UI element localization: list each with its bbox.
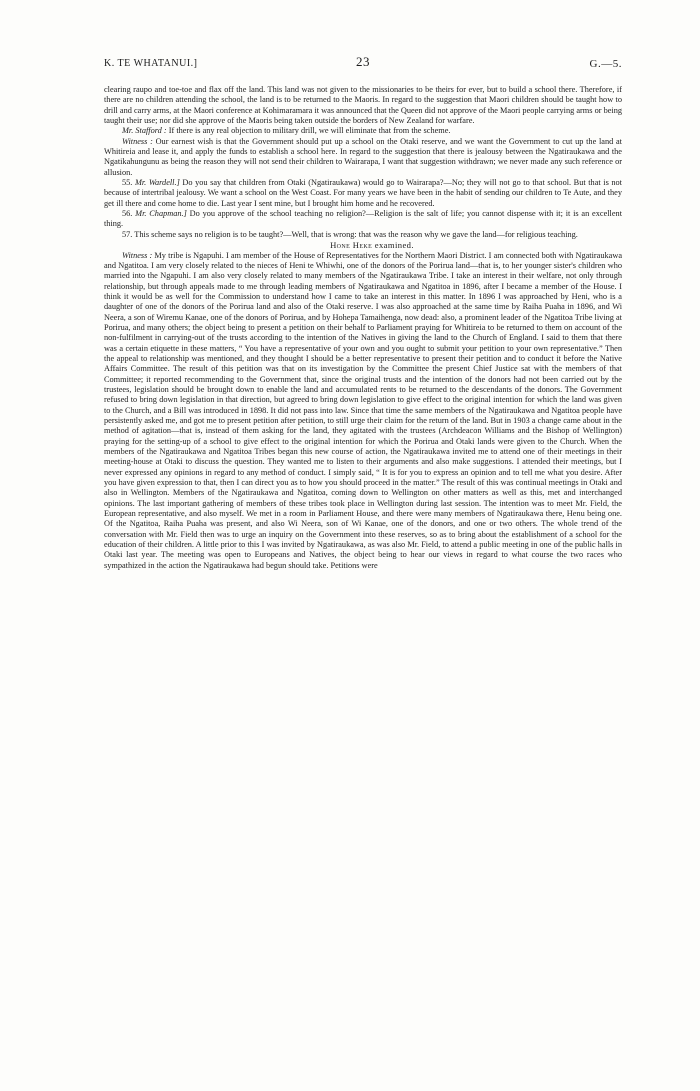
speaker-name: Mr. Stafford : bbox=[122, 126, 167, 136]
paragraph-text: Our earnest wish is that the Government should put up a school on the Otaki reserve, and we want the Government to cut up the land at Whitireia and lease it, and apply the funds to establish a school here. In regard to the suggestion that there is jealousy between the Ngatiraukawa and the Ngatikahungunu as being the reason they will not send their children to Wairarapa, I want that suggestion withdrawn; we never made any such reference or allusion. bbox=[104, 136, 622, 177]
running-head bbox=[104, 54, 622, 76]
question-paragraph bbox=[104, 178, 622, 209]
paragraph-text: This scheme says no religion is to be taught?—Well, that is wrong: that was the reason why we gave the land—for religious teaching. bbox=[134, 229, 578, 239]
heading-suffix: examined. bbox=[372, 240, 414, 251]
paragraph bbox=[104, 126, 622, 136]
question-number: 56. bbox=[122, 209, 136, 219]
document-page bbox=[104, 54, 622, 571]
speaker-name: Mr. Wardell.] bbox=[134, 178, 180, 188]
speaker-name: Witness : bbox=[122, 136, 153, 146]
document-reference: G.—5. bbox=[589, 58, 622, 70]
document-body bbox=[104, 85, 622, 571]
paragraph-text: Do you approve of the school teaching no religion?—Religion is the salt of life; you cannot dispense with it; it is an excellent thing. bbox=[104, 209, 623, 229]
section-heading bbox=[104, 240, 622, 250]
question-number: 55. bbox=[122, 178, 135, 188]
question-number: 57. bbox=[122, 229, 135, 239]
paragraph-text: clearing raupo and toe-toe and flax off the land. This land was not given to the missionaries to be theirs for ever, but to build a school there. Therefore, if there are no children attending the school, the land is to be returned to the Maoris. In regard to the suggestion that Maori children should be taught how to drill and carry arms, at the Maori conference at Kohimaramara it was announced that the Queen did not approve of the Maori people carrying arms or being taught their use; nor did she approve of the Maoris being taken outside the borders of New Zealand for warfare. bbox=[104, 85, 622, 126]
paragraph-text: Do you say that children from Otaki (Ngatiraukawa) would go to Wairarapa?—No; they will not go to that school. But that is not because of intertribal jealousy. We want a school on the West Coast. For many years we have been in the habit of sending our children to Te Aute, and they get ill there and come home to die. Last year I sent mine, but I brought him home and he recovered. bbox=[104, 178, 622, 208]
paragraph-text: If there is any real objection to military drill, we will eliminate that from the scheme. bbox=[166, 126, 451, 136]
paragraph bbox=[104, 251, 622, 572]
paragraph bbox=[104, 137, 622, 178]
question-paragraph bbox=[104, 209, 622, 230]
witness-name: Hone Heke bbox=[330, 240, 373, 251]
speaker-name: Witness : bbox=[122, 250, 153, 260]
speaker-name: Mr. Chapman.] bbox=[135, 209, 187, 219]
running-head-left: K. TE WHATANUI.] bbox=[104, 58, 198, 69]
question-paragraph bbox=[104, 230, 622, 240]
page-number: 23 bbox=[356, 54, 370, 69]
paragraph-text: My tribe is Ngapuhi. I am member of the House of Representatives for the Northern Maori District. I am connected both with Ngatiraukawa and Ngatitoa. I am very closely related to the nieces of Heni te Whiwhi, one of the donors of the Porirua land—that is, to her younger sister's children who married into the Ngapuhi. I am also very closely related to many members of the Ngatiraukawa Tribe. I take an interest in their welfare, not only through relationship, but through appeals made to me through leading members of Ngatiraukawa and Ngatitoa in 1896, after I became a member of the House. I think it would be as well for the Commission to understand how I came to take an interest in this matter. In 1896 I was approached by Heni, who is a daughter of one of the donors of the Porirua land and also of the Otaki reserve. I was also approached at the same time by Raiha Puaha in 1896, and Wi Neera, a son of Wiremu Kanae, one of the donors of Porirua, and by Hohepa Tamaihenga, now dead: also, a prominent leader of the Ngatitoa Tribe living at Porirua, and many others; the object being to present a petition on their behalf to Parliament praying for Whitireia to be returned to them on account of the non-fulfilment in carrying-out of the trusts according to the intention of the Natives in giving the land to the Church of England. I said to them that there was a certain etiquette in these matters, “ You have a representative of your own and you ought to submit your petition to your own representative.” Then the appeal to relationship was mentioned, and they thought I should be a better representative to present their petition and to conduct it before the Native Affairs Committee. The result of this petition was that on its investigation by the Committee the present Chief Justice sat with the members of that Committee; it reported recommending to the Government that, since the original trusts and the intention of the donors had not been carried out by the trustees, legislation should be brought down to enable the land and accumulated rents to be returned to the descendants of the donors. The Government refused to bring down legislation in that direction, but agreed to bring down legislation to give effect to the original intention for which the land was given to the Church, and a Bill was introduced in 1898. It did not pass into law. Since that time the same members of the Ngatiraukawa and Ngatitoa people have persistently asked me, and got me to present petition after petition, to still urge their claim for the return of the land. But in 1903 a change came about in the method of agitation—that is, instead of them asking for the land, they agitated with the trustees (Archdeacon Williams and the Bishop of Wellington) praying for the setting-up of a school to give effect to the original intention for which the Porirua and Otaki lands were given to the Church. When the members of the Ngatiraukawa and Ngatitoa Tribes began this new course of action, the Ngatiraukawa invited me to attend one of their meetings in their meeting-house at Otaki to discuss the question. They wanted me to listen to their arguments and also make suggestions. I attended their meetings, but I never expressed any opinions in regard to any method of conduct. I simply said, “ It is for you to express an opinion and to tell me what you desire. After you have given expression to that, then I can direct you as to how you should proceed in the matter.” The result of this was continual meetings in Otaki and also in Wellington. Members of the Ngatiraukawa and Ngatitoa, coming down to Wellington on other matters as well as this, met and interchanged opinions. The last important gathering of members of these tribes took place in Wellington during last session. The intention was to meet Mr. Field, the European representative, and also myself. We met in a room in Parliament House, and there were many members of Ngatiraukawa there, Henu being one. Of the Ngatitoa, Raiha Puaha was present, and also Wi Neera, son of Wi Kanae, one of the donors, and one or two others. The whole trend of the conversation with Mr. Field then was to urge an inquiry on the Government into these reserves, so as to bring about the establishment of a school for the education of their children. A little prior to this I was invited by Ngatiraukawa, as was also Mr. Field, to attend a public meeting in one of the public halls in Otaki last year. The meeting was open to Europeans and Natives, the object being to hear our views in regard to what course the two races who sympathized in the action the Ngatiraukawa had begun should take. Petitions were bbox=[104, 250, 622, 570]
paragraph bbox=[104, 85, 622, 126]
